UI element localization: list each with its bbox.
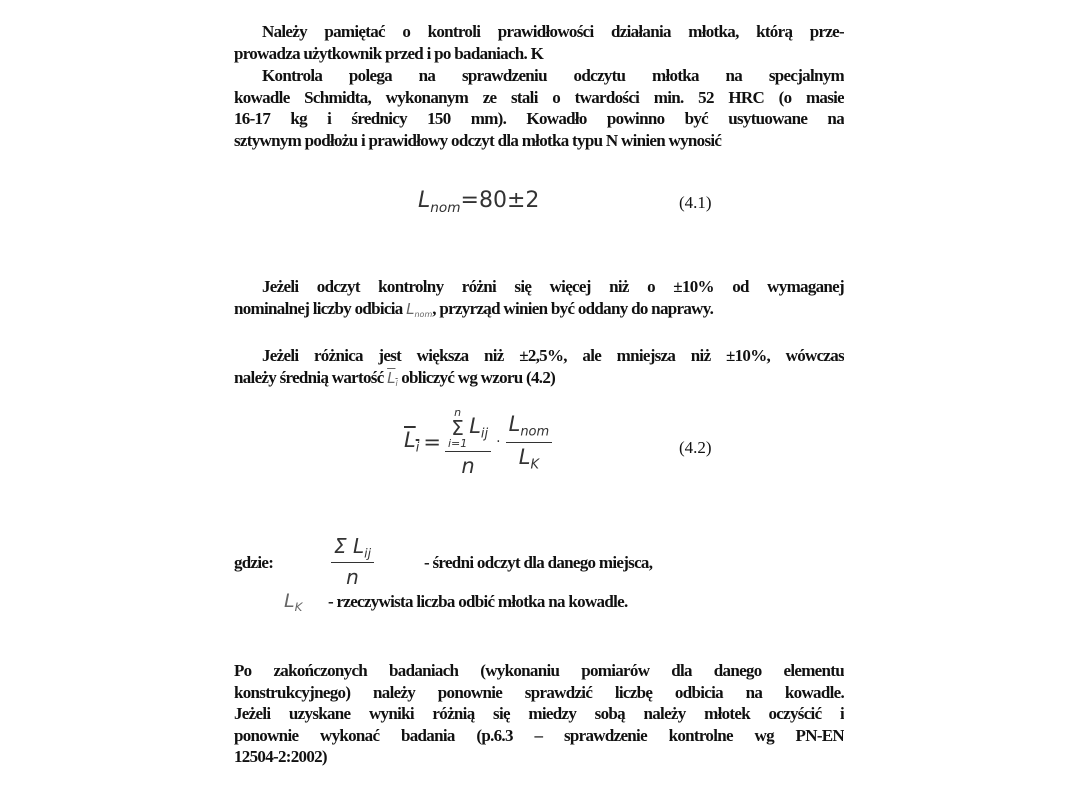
- where-label: gdzie:: [234, 553, 274, 572]
- eq2-fraction-sum: [445, 407, 491, 478]
- paragraph-after-testing: [234, 660, 844, 768]
- inline-symbol-lnom: [406, 299, 432, 326]
- where-fraction-inner: [331, 534, 374, 589]
- eq2-lhs-subscript: i: [415, 440, 420, 456]
- symbol-letter: L: [406, 299, 415, 318]
- text-line: [234, 367, 844, 395]
- where-fraction: [331, 534, 374, 589]
- text-fragment: , przyrząd winien być oddany do naprawy.: [432, 298, 714, 318]
- where-symbol-lk: [284, 590, 302, 614]
- sigma-symbol: Σ: [451, 415, 464, 440]
- inline-symbol-li: [387, 368, 398, 395]
- eq2-fraction-ratio: [506, 412, 553, 472]
- eq2-lhs: [404, 428, 419, 456]
- text-line: 16-17 kg i średnicy 150 mm). Kowadło powinno być usytuowane na: [234, 109, 844, 128]
- eq2-numerator-lnom: [506, 412, 553, 443]
- text-fragment: nominalnej liczby odbicia: [234, 298, 407, 318]
- term-letter: L: [469, 413, 481, 438]
- sum-operator: [448, 407, 467, 449]
- numerator-letter: L: [508, 411, 521, 436]
- text-line: Jeżeli odczyt kontrolny różni się więcej niż o ±10% od wymaganej: [262, 277, 844, 296]
- lk-letter: L: [284, 590, 295, 612]
- denominator-subscript: K: [530, 457, 540, 473]
- lk-subscript: K: [294, 600, 303, 615]
- eq2-equals: =: [423, 430, 441, 454]
- denominator-letter: L: [518, 444, 531, 469]
- eq2-lhs-letter: L: [404, 428, 416, 453]
- text-line: Należy pamiętać o kontroli prawidłowości działania młotka, którą prze-: [262, 22, 844, 41]
- eq1-subscript: nom: [430, 199, 461, 216]
- symbol-subscript: nom: [414, 309, 433, 319]
- sum-term: [469, 414, 488, 442]
- text-line: Po zakończonych badaniach (wykonaniu pomiarów dla danego elementu: [234, 661, 844, 680]
- equation-number-4-1: (4.1): [679, 193, 712, 212]
- numerator-subscript: nom: [520, 424, 550, 440]
- text-line: [234, 298, 844, 326]
- eq2-numerator-sum: [445, 407, 491, 452]
- text-line: kowadle Schmidta, wykonanym ze stali o twardości min. 52 HRC (o masie: [234, 87, 844, 107]
- text-line: ponownie wykonać badania (p.6.3 – sprawdzenie kontrolne wg PN-EN: [234, 725, 844, 745]
- term-subscript: ij: [480, 426, 489, 442]
- definition-average-reading: - średni odczyt dla danego miejsca,: [424, 553, 653, 572]
- eq2-denominator-n: n: [461, 453, 475, 478]
- text-fragment: obliczyć wg wzoru (4.2): [397, 367, 556, 387]
- equation-4-2: [404, 398, 552, 486]
- paragraph-repair-condition: [234, 276, 844, 325]
- text-line: Jeżeli uzyskane wyniki różnią się miedzy sobą należy młotek oczyścić i: [234, 704, 844, 723]
- sum-upper-limit: n: [454, 405, 462, 419]
- paragraph-average-condition: [234, 345, 844, 394]
- eq2-dot: ·: [496, 434, 501, 450]
- text-line: Jeżeli różnica jest większa niż ±2,5%, ale mniejsza niż ±10%, wówczas: [262, 346, 844, 365]
- where-denominator: n: [346, 565, 359, 590]
- text-fragment: należy średnią wartość: [234, 367, 388, 387]
- eq1-rhs: =80±2: [460, 188, 540, 213]
- where-numerator: [331, 534, 374, 563]
- equation-number-4-2: (4.2): [679, 438, 712, 457]
- equation-4-1: [418, 188, 539, 216]
- text-line: 12504-2:2002): [234, 747, 327, 766]
- paragraph-anvil-control: [234, 65, 844, 151]
- symbol-subscript: i: [395, 378, 398, 388]
- symbol-letter: L: [387, 368, 396, 387]
- eq1-symbol: L: [418, 188, 431, 213]
- where-numerator-subscript: ij: [364, 545, 372, 561]
- text-line: konstrukcyjnego) należy ponownie sprawdzić liczbę odbicia na kowadle.: [234, 682, 844, 702]
- eq2-denominator-lk: [519, 443, 539, 473]
- sum-lower-limit: i=1: [447, 436, 468, 450]
- text-line: sztywnym podłożu i prawidłowy odczyt dla młotka typu N winien wynosić: [234, 130, 722, 150]
- definition-actual-rebound: - rzeczywista liczba odbić młotka na kowadle.: [328, 592, 628, 611]
- text-line: Kontrola polega na sprawdzeniu odczytu młotka na specjalnym: [262, 66, 844, 85]
- paragraph-hammer-check: [234, 21, 844, 64]
- where-numerator-text: Σ L: [334, 534, 365, 558]
- text-line: prowadza użytkownik przed i po badaniach. K: [234, 43, 544, 63]
